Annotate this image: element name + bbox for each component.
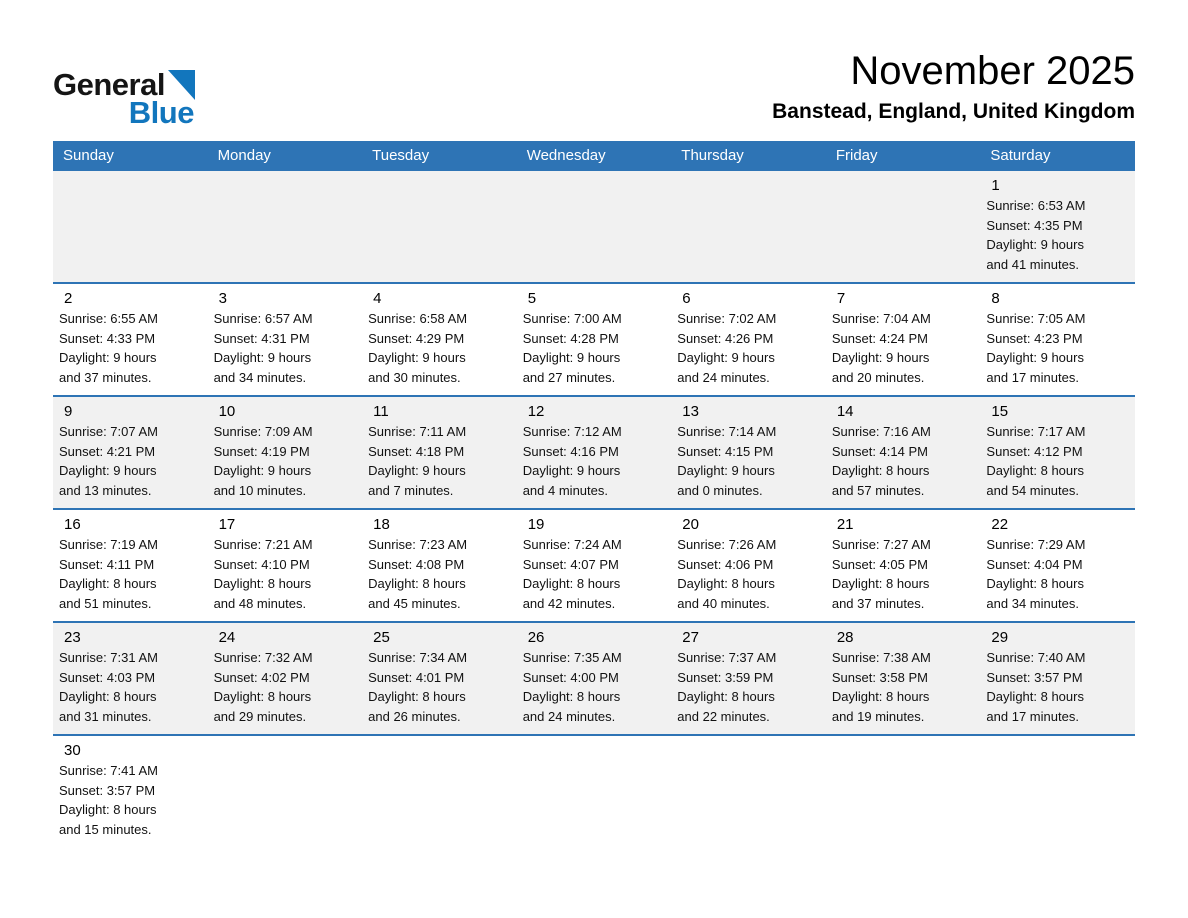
daylight-text-continued: and 40 minutes.	[677, 595, 770, 611]
day-number: 23	[64, 629, 81, 647]
daylight-text-continued: and 24 minutes.	[522, 708, 616, 724]
day-cell	[671, 284, 826, 395]
day-cell	[208, 284, 363, 395]
day-cell	[826, 397, 981, 508]
sunset-text: Sunset: 4:06 PM	[677, 556, 774, 572]
sunrise-text: Sunrise: 7:38 AM	[831, 650, 931, 666]
sunset-text: Sunset: 4:28 PM	[522, 330, 619, 346]
daylight-text: Daylight: 8 hours	[986, 576, 1084, 592]
day-number: 15	[991, 403, 1009, 421]
day-cell	[208, 510, 363, 621]
day-cell	[362, 623, 517, 734]
day-number: 25	[373, 629, 390, 647]
day-cell	[671, 397, 826, 508]
sunset-text: Sunset: 3:57 PM	[986, 669, 1083, 685]
calendar-body	[53, 171, 1135, 847]
sunset-text: Sunset: 4:26 PM	[677, 330, 774, 346]
sunset-text: Sunset: 4:31 PM	[213, 330, 310, 346]
sunset-text: Sunset: 4:12 PM	[986, 443, 1083, 459]
daylight-text: Daylight: 8 hours	[59, 802, 157, 818]
day-number: 30	[64, 742, 81, 760]
day-number: 10	[218, 403, 236, 421]
daylight-text: Daylight: 9 hours	[522, 463, 621, 479]
weekday-label: Wednesday	[526, 147, 606, 165]
daylight-text: Daylight: 9 hours	[59, 350, 157, 366]
day-number: 11	[373, 403, 389, 421]
day-number: 28	[836, 629, 854, 647]
daylight-text: Daylight: 8 hours	[677, 576, 775, 592]
sunset-text: Sunset: 4:02 PM	[213, 669, 310, 685]
day-cell	[671, 510, 826, 621]
day-number: 7	[836, 290, 846, 308]
day-cell	[208, 397, 363, 508]
sunset-text: Sunset: 4:19 PM	[213, 443, 310, 459]
daylight-text-continued: and 57 minutes.	[831, 482, 925, 498]
daylight-text: Daylight: 8 hours	[213, 576, 312, 592]
weekday-label: Monday	[217, 147, 271, 165]
sunrise-text: Sunrise: 7:27 AM	[831, 537, 931, 553]
sunset-text: Sunset: 4:23 PM	[986, 330, 1083, 346]
sunset-text: Sunset: 4:14 PM	[831, 443, 928, 459]
daylight-text-continued: and 27 minutes.	[522, 369, 616, 385]
sunrise-text: Sunrise: 7:32 AM	[213, 650, 313, 666]
daylight-text: Daylight: 9 hours	[213, 350, 312, 366]
month-title: November 2025	[850, 49, 1135, 93]
sunset-text: Sunset: 4:07 PM	[522, 556, 619, 572]
sunrise-text: Sunrise: 6:58 AM	[368, 311, 468, 327]
sunset-text: Sunset: 4:00 PM	[522, 669, 619, 685]
day-cell	[980, 284, 1135, 395]
sunset-text: Sunset: 4:33 PM	[59, 330, 156, 346]
daylight-text-continued: and 7 minutes.	[368, 482, 454, 498]
day-cell	[53, 397, 208, 508]
day-number: 16	[64, 516, 81, 534]
weekday-label: Saturday	[990, 147, 1051, 165]
daylight-text: Daylight: 8 hours	[986, 689, 1084, 705]
weekday-label: Friday	[835, 147, 878, 165]
daylight-text: Daylight: 8 hours	[522, 689, 621, 705]
sunrise-text: Sunrise: 7:41 AM	[59, 763, 158, 779]
sunrise-text: Sunrise: 7:40 AM	[986, 650, 1086, 666]
empty-day-cell	[671, 736, 826, 847]
sunset-text: Sunset: 4:21 PM	[59, 443, 156, 459]
daylight-text-continued: and 37 minutes.	[831, 595, 925, 611]
day-number: 13	[682, 403, 699, 421]
daylight-text-continued: and 26 minutes.	[368, 708, 461, 724]
daylight-text: Daylight: 8 hours	[522, 576, 621, 592]
empty-day-cell	[208, 736, 363, 847]
daylight-text: Daylight: 8 hours	[59, 689, 157, 705]
sunrise-text: Sunrise: 7:17 AM	[986, 424, 1086, 440]
empty-day-cell	[517, 736, 672, 847]
daylight-text-continued: and 45 minutes.	[368, 595, 461, 611]
day-cell	[980, 623, 1135, 734]
weekday-label: Thursday	[681, 147, 744, 165]
day-number: 1	[991, 177, 1000, 195]
week-row	[53, 171, 1135, 282]
day-number: 8	[991, 290, 1000, 308]
day-cell	[53, 623, 208, 734]
day-number: 5	[527, 290, 537, 308]
day-number: 4	[373, 290, 382, 308]
sunrise-text: Sunrise: 6:53 AM	[986, 198, 1086, 214]
weekday-header-row	[53, 141, 1135, 171]
day-number: 6	[682, 290, 691, 308]
day-cell	[362, 397, 517, 508]
daylight-text-continued: and 20 minutes.	[831, 369, 925, 385]
sunset-text: Sunset: 3:59 PM	[677, 669, 774, 685]
daylight-text-continued: and 37 minutes.	[59, 369, 152, 385]
daylight-text: Daylight: 8 hours	[831, 576, 930, 592]
empty-day-cell	[53, 171, 208, 282]
day-number: 19	[527, 516, 545, 534]
daylight-text-continued: and 42 minutes.	[522, 595, 616, 611]
sunrise-text: Sunrise: 6:57 AM	[213, 311, 313, 327]
empty-day-cell	[980, 736, 1135, 847]
day-number: 20	[682, 516, 699, 534]
day-cell	[826, 284, 981, 395]
week-row	[53, 621, 1135, 734]
week-row	[53, 508, 1135, 621]
sunrise-text: Sunrise: 7:34 AM	[368, 650, 468, 666]
daylight-text: Daylight: 9 hours	[831, 350, 930, 366]
daylight-text-continued: and 41 minutes.	[986, 256, 1079, 272]
sunset-text: Sunset: 4:08 PM	[368, 556, 465, 572]
sunrise-text: Sunrise: 7:16 AM	[831, 424, 931, 440]
logo-text-general: General	[53, 67, 165, 102]
day-number: 22	[991, 516, 1009, 534]
daylight-text-continued: and 19 minutes.	[831, 708, 925, 724]
day-cell	[517, 284, 672, 395]
daylight-text-continued: and 15 minutes.	[59, 821, 152, 837]
daylight-text: Daylight: 9 hours	[986, 237, 1084, 253]
day-cell	[53, 284, 208, 395]
day-cell	[826, 510, 981, 621]
day-cell	[362, 284, 517, 395]
day-number: 18	[373, 516, 390, 534]
daylight-text: Daylight: 9 hours	[677, 463, 775, 479]
daylight-text: Daylight: 8 hours	[213, 689, 312, 705]
daylight-text-continued: and 17 minutes.	[986, 708, 1079, 724]
day-number: 2	[64, 290, 73, 308]
daylight-text-continued: and 29 minutes.	[213, 708, 307, 724]
sunrise-text: Sunrise: 7:31 AM	[59, 650, 158, 666]
day-cell	[517, 623, 672, 734]
daylight-text: Daylight: 9 hours	[677, 350, 775, 366]
sunset-text: Sunset: 3:58 PM	[831, 669, 928, 685]
day-cell	[362, 510, 517, 621]
day-cell	[671, 623, 826, 734]
day-cell	[517, 397, 672, 508]
day-number: 21	[836, 516, 854, 534]
sunrise-text: Sunrise: 7:26 AM	[677, 537, 777, 553]
sunrise-text: Sunrise: 7:29 AM	[986, 537, 1086, 553]
sunrise-text: Sunrise: 7:23 AM	[368, 537, 468, 553]
day-number: 17	[218, 516, 236, 534]
sunset-text: Sunset: 4:04 PM	[986, 556, 1083, 572]
daylight-text: Daylight: 9 hours	[213, 463, 312, 479]
daylight-text: Daylight: 9 hours	[368, 463, 466, 479]
sunset-text: Sunset: 4:10 PM	[213, 556, 310, 572]
logo-text-blue: Blue	[128, 95, 194, 130]
sunset-text: Sunset: 4:35 PM	[986, 217, 1083, 233]
week-row	[53, 395, 1135, 508]
daylight-text-continued: and 34 minutes.	[213, 369, 307, 385]
daylight-text-continued: and 0 minutes.	[677, 482, 763, 498]
daylight-text-continued: and 48 minutes.	[213, 595, 307, 611]
day-cell	[980, 171, 1135, 282]
daylight-text: Daylight: 9 hours	[59, 463, 157, 479]
daylight-text: Daylight: 9 hours	[986, 350, 1084, 366]
day-number: 24	[218, 629, 236, 647]
empty-day-cell	[826, 171, 981, 282]
sunrise-text: Sunrise: 7:14 AM	[677, 424, 777, 440]
daylight-text: Daylight: 9 hours	[368, 350, 466, 366]
day-cell	[517, 510, 672, 621]
daylight-text: Daylight: 8 hours	[831, 463, 930, 479]
day-number: 26	[527, 629, 545, 647]
daylight-text: Daylight: 8 hours	[986, 463, 1084, 479]
day-cell	[980, 397, 1135, 508]
sunset-text: Sunset: 4:03 PM	[59, 669, 156, 685]
sunrise-text: Sunrise: 7:11 AM	[368, 424, 467, 440]
title-block	[772, 50, 1135, 124]
sunrise-text: Sunrise: 7:09 AM	[213, 424, 313, 440]
sunrise-text: Sunrise: 7:19 AM	[59, 537, 158, 553]
daylight-text-continued: and 13 minutes.	[59, 482, 152, 498]
sunrise-text: Sunrise: 7:00 AM	[522, 311, 622, 327]
sunset-text: Sunset: 4:16 PM	[522, 443, 619, 459]
daylight-text-continued: and 54 minutes.	[986, 482, 1079, 498]
weekday-label: Sunday	[63, 147, 114, 165]
day-number: 14	[836, 403, 854, 421]
week-row	[53, 282, 1135, 395]
day-cell	[53, 736, 208, 847]
empty-day-cell	[517, 171, 672, 282]
week-row	[53, 734, 1135, 847]
empty-day-cell	[362, 171, 517, 282]
daylight-text: Daylight: 9 hours	[522, 350, 621, 366]
sunrise-text: Sunrise: 7:04 AM	[831, 311, 931, 327]
daylight-text: Daylight: 8 hours	[368, 576, 466, 592]
sunset-text: Sunset: 3:57 PM	[59, 782, 156, 798]
sunset-text: Sunset: 4:18 PM	[368, 443, 465, 459]
sunset-text: Sunset: 4:01 PM	[368, 669, 465, 685]
daylight-text-continued: and 24 minutes.	[677, 369, 770, 385]
sunset-text: Sunset: 4:11 PM	[59, 556, 155, 572]
daylight-text: Daylight: 8 hours	[831, 689, 930, 705]
day-number: 27	[682, 629, 699, 647]
daylight-text-continued: and 30 minutes.	[368, 369, 461, 385]
day-number: 9	[64, 403, 73, 421]
daylight-text-continued: and 17 minutes.	[986, 369, 1079, 385]
daylight-text: Daylight: 8 hours	[677, 689, 775, 705]
sunrise-text: Sunrise: 7:24 AM	[522, 537, 622, 553]
sunrise-text: Sunrise: 7:05 AM	[986, 311, 1086, 327]
day-number: 3	[218, 290, 227, 308]
daylight-text-continued: and 22 minutes.	[677, 708, 770, 724]
daylight-text-continued: and 51 minutes.	[59, 595, 152, 611]
empty-day-cell	[671, 171, 826, 282]
day-cell	[826, 623, 981, 734]
location-subtitle: Banstead, England, United Kingdom	[772, 100, 1135, 124]
daylight-text-continued: and 4 minutes.	[522, 482, 608, 498]
sunrise-text: Sunrise: 7:37 AM	[677, 650, 777, 666]
daylight-text-continued: and 34 minutes.	[986, 595, 1079, 611]
day-cell	[208, 623, 363, 734]
sunrise-text: Sunrise: 7:02 AM	[677, 311, 777, 327]
daylight-text-continued: and 10 minutes.	[213, 482, 307, 498]
general-blue-logo	[53, 67, 195, 130]
empty-day-cell	[208, 171, 363, 282]
daylight-text: Daylight: 8 hours	[59, 576, 157, 592]
sunrise-text: Sunrise: 7:35 AM	[522, 650, 622, 666]
day-number: 12	[527, 403, 545, 421]
empty-day-cell	[362, 736, 517, 847]
sunrise-text: Sunrise: 7:12 AM	[522, 424, 622, 440]
sunset-text: Sunset: 4:24 PM	[831, 330, 928, 346]
sunset-text: Sunset: 4:15 PM	[677, 443, 774, 459]
page-header	[53, 44, 1135, 130]
day-number: 29	[991, 629, 1009, 647]
day-cell	[53, 510, 208, 621]
sunset-text: Sunset: 4:29 PM	[368, 330, 465, 346]
sunrise-text: Sunrise: 7:21 AM	[213, 537, 313, 553]
empty-day-cell	[826, 736, 981, 847]
daylight-text-continued: and 31 minutes.	[59, 708, 152, 724]
weekday-label: Tuesday	[372, 147, 430, 165]
sunrise-text: Sunrise: 6:55 AM	[59, 311, 158, 327]
sunset-text: Sunset: 4:05 PM	[831, 556, 928, 572]
day-cell	[980, 510, 1135, 621]
daylight-text: Daylight: 8 hours	[368, 689, 466, 705]
sunrise-text: Sunrise: 7:07 AM	[59, 424, 158, 440]
